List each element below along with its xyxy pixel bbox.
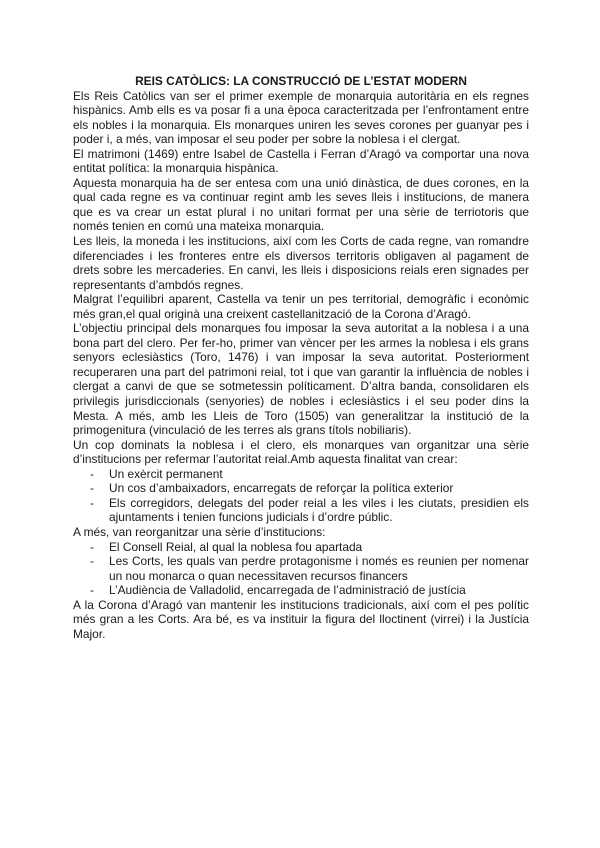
list-item-text: Un cos d’ambaixadors, encarregats de reforçar la política exterior [109,481,454,496]
paragraph-reorganized-institutions: A més, van reorganitzar una sèrie d’institucions: [73,524,326,539]
paragraph-new-institutions: Un cop dominats la noblesa i el clero, els monarques van organitzar una sèrie d’institucions per refermar l’autoritat reial.Amb aquesta finalitat van crear: [73,437,529,467]
bullet-dash: - [90,481,94,496]
list-item [73,481,529,496]
paragraph-main-objective: L’objectiu principal dels monarques fou imposar la seva autoritat a la noblesa i a una bona part del clero. Per fer-ho, primer van vèncer per les armes la noblesa i els grans senyors eclesiàstics (Toro, 1476) i van imposar la seva autoritat. Posteriorment recuperaren una part del patrimoni reial, tot i que van garantir la influència de nobles i clergat a canvi de que se sotmetessin políticament. D’altra banda, consolidaren els privilegis jurisdiccionals (senyories) de nobles i eclesiàstics i el seu poder dins la Mesta. A més, amb les Lleis de Toro (1505) van generalitzar la institució de la primogenitura (vinculació de les terres als grans títols nobiliaris). [73,321,529,438]
document-title: REIS CATÒLICS: LA CONSTRUCCIÓ DE L’ESTAT MODERN [135,74,467,88]
paragraph-dynastic-union: Aquesta monarquia ha de ser entesa com una unió dinàstica, de dues corones, en la qual cada regne es va continuar regint amb les seves lleis i institucions, de manera que es va crear un estat plural i no unitari format per una sèrie de terriotoris que només tenien en comú una mateixa monarquia. [73,175,529,234]
list-item [73,554,529,583]
list-item-text: L’Audiència de Valladolid, encarregada de l’administració de justícia [109,583,466,598]
document-page [73,74,529,641]
paragraph-laws-institutions: Les lleis, la moneda i les institucions, així com les Corts de cada regne, van romandre diferenciades i les fronteres entre els diversos territoris obligaven al pagament de drets sobre les mercaderies. En canvi, les lleis i disposicions reials eren signades per representants d’ambdós regnes. [73,234,529,292]
list-reorganized-institutions [73,540,529,598]
list-item [73,583,529,598]
list-item-text: Les Corts, les quals van perdre protagonisme i només es reunien per nomenar un nou monarca o quan necessitaven recursos financers [109,554,529,583]
paragraph-castile-weight: Malgrat l’equilibri aparent, Castella va tenir un pes territorial, demogràfic i econòmic més gran,el qual originà una creixent castellanització de la Corona d’Aragó. [73,292,529,321]
list-created-institutions [73,467,529,525]
list-item-text: Un exèrcit permanent [109,466,223,481]
paragraph-crown-of-aragon: A la Corona d’Aragó van mantenir les institucions tradicionals, així com el pes polític més gran a les Corts. Ara bé, es va instituir la figura del lloctinent (virrei) i la Justícia Major. [73,597,529,641]
list-item [73,540,529,555]
list-item [73,496,529,525]
list-item-text: El Consell Reial, al qual la noblesa fou apartada [109,539,363,554]
bullet-dash: - [90,495,94,510]
bullet-dash: - [90,583,94,598]
paragraph-intro: Els Reis Catòlics van ser el primer exemple de monarquia autoritària en els regnes hispànics. Amb ells es va posar fi a una època caracteritzada per l’enfrontament entre els nobles i la monarquia. Els monarques uniren les seves corones per guanyar pes i poder i, a més, van imposar el seu poder per sobre la noblesa i el clergat. [73,88,529,147]
bullet-dash: - [90,466,94,481]
list-item-text: Els corregidors, delegats del poder reial a les viles i les ciutats, presidien els ajuntaments i tenien funcions judicials i d’ordre públic. [109,495,529,525]
bullet-dash: - [90,554,94,569]
bullet-dash: - [90,539,94,554]
paragraph-marriage: El matrimoni (1469) entre Isabel de Castella i Ferran d’Aragó va comportar una nova entitat política: la monarquia hispànica. [73,146,529,176]
list-item [73,467,529,482]
